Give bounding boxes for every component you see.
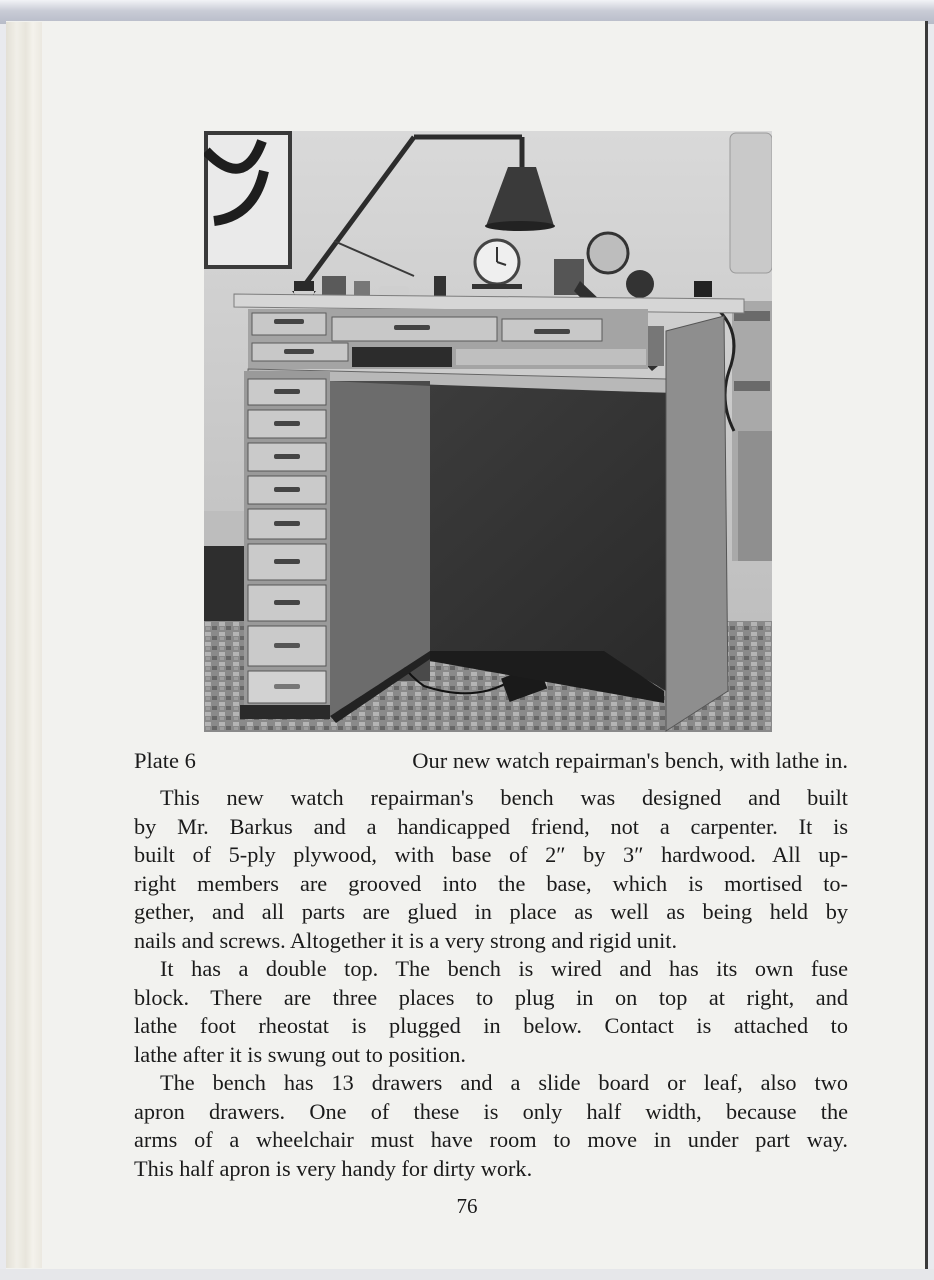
body-text [134,784,848,1183]
text-line: This half apron is very handy for dirty work. [134,1155,533,1181]
text-line: It has a double top. The bench is wired and has its own fuse [160,956,848,981]
text-line: apron drawers. One of these is only half width, because the [134,1098,848,1124]
text-line: lathe after it is swung out to position. [134,1041,466,1067]
text-line: block. There are three places to plug in on top at right, and [134,984,848,1010]
page-stack-edge [6,22,42,1268]
paragraph-2 [134,955,848,1069]
plate-title: Our new watch repairman's bench, with lathe in. [412,748,848,773]
text-line: nails and screws. Altogether it is a very strong and rigid unit. [134,927,678,953]
text-line: This new watch repairman's bench was designed and built [160,785,848,810]
page-number: 76 [456,1194,478,1218]
text-line: arms of a wheelchair must have room to move in under part way. [134,1127,848,1152]
text-line: by Mr. Barkus and a handicapped friend, not a carpenter. It is [134,813,848,839]
text-line: right members are grooved into the base, which is mortised to- [134,870,848,896]
paragraph-3 [134,1069,848,1183]
workbench-photo-icon [204,131,772,732]
scan-bottom-edge [0,1269,934,1280]
text-line: The bench has 13 drawers and a slide board or leaf, also two [160,1070,848,1095]
apron-drawers [248,309,648,369]
text-line: built of 5-ply plywood, with base of 2″ by 3″ hardwood. All up- [134,842,848,867]
paragraph-1 [134,784,848,955]
plate-label: Plate 6 [134,748,196,773]
side-panel [666,316,728,731]
plate-photograph [204,131,772,732]
text-line: gether, and all parts are glued in place as well as being held by [134,899,848,924]
text-line: lathe foot rheostat is plugged in below. Contact is attached to [134,1013,848,1038]
drawer-stack [240,371,330,719]
